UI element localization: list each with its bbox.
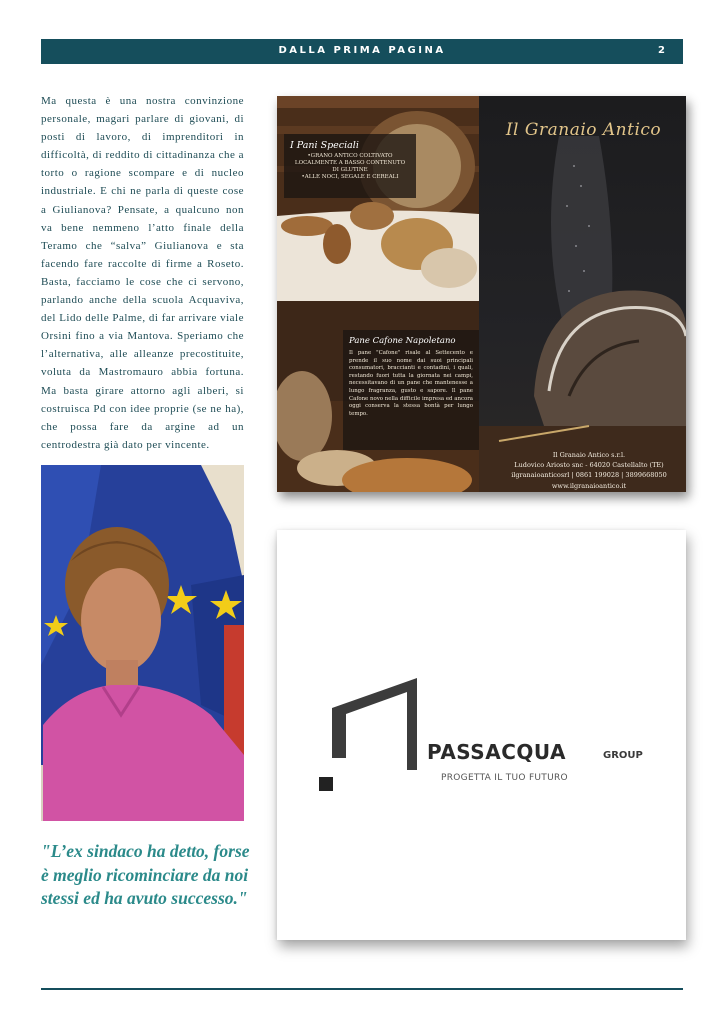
section-title: DALLA PRIMA PAGINA (278, 45, 446, 56)
company-website: www.ilgranaioantico.it (551, 481, 627, 490)
granaio-brand-name: Il Granaio Antico (505, 120, 662, 140)
passacqua-logo-icon (277, 530, 686, 940)
pane-cafone-text: Il pane "Cafone" risale al Settecento e prende il suo nome dai suoi principali consumatori, braccianti e contadini, i quali, restando fuori tutta la giornata nei campi, necessitavano di un pane che mantenesse a lungo fragranza, gusto e sapore. Il pane Cafone novo nella difficile impresa ed ancora oggi conserva la stessa bontà per lungo tempo. (349, 350, 473, 417)
passacqua-advertisement (277, 530, 686, 940)
company-name: Il Granaio Antico s.r.l. (552, 451, 626, 459)
flour-bread-illustration (479, 96, 686, 492)
article-text: Ma questa è una nostra convinzione personale, magari parlare di giovani, di posti di lavoro, di imprenditori in difficoltà, di reddito di cittadinanza che a torto o ragione scompare e di nucleo industriale. E chi ne parla di queste cose a Giulianova? Pensate, a qualcuno non va bene nemmeno l’atto finale della Teramo che “salva” Giulianova e sta facendo fare raccolte di firme a Roseto. Basta, facciamo le cose che ci servono, parlando anche della scuola Acquaviva, del Lido delle Palme, di far arrivare viale Orsini fino a via Mantova. Speriamo che l’alternativa, alle alleanze precostituite, voluta da Mastromauro abbia fortuna. Ma basta girare attorno agli alberi, si costruisca Pd con idee proprie (se ne ha), che possa fare da argine ad un centrodestra già dato per vincente. (41, 95, 244, 451)
portrait-photo (41, 465, 244, 821)
passacqua-name: PASSACQUA (427, 740, 566, 764)
pane-cafone-box (343, 330, 479, 450)
passacqua-group: GROUP (603, 750, 643, 761)
granaio-advertisement (277, 96, 686, 492)
footer-rule (41, 988, 683, 990)
passacqua-slogan: PROGETTA IL TUO FUTURO (441, 773, 568, 783)
flour-photo-panel (479, 96, 686, 492)
granaio-contacts (499, 450, 679, 491)
special-breads-box (284, 134, 416, 198)
page-header (41, 39, 683, 64)
page-number: 2 (658, 45, 665, 56)
special-breads-title: I Pani Speciali (290, 140, 359, 151)
special-breads-item: •ALLE NOCI, SEGALE E CEREALI (301, 174, 399, 180)
company-address: Ludovico Ariosto snc - 64020 Castellalto (TE) (514, 461, 664, 470)
special-breads-item: •GRANO ANTICO COLTIVATO LOCALMENTE A BASSO CONTENUTO DI GLUTINE (294, 153, 406, 173)
company-phones: ilgranaioanticosrl | 0861 199028 | 3899668050 (511, 471, 667, 480)
pane-cafone-title: Pane Cafone Napoletano (349, 336, 456, 346)
portrait-illustration (41, 465, 244, 821)
pull-quote: "L’ex sindaco ha detto, forse è meglio ricominciare da noi stessi ed ha avuto successo." (41, 841, 250, 909)
